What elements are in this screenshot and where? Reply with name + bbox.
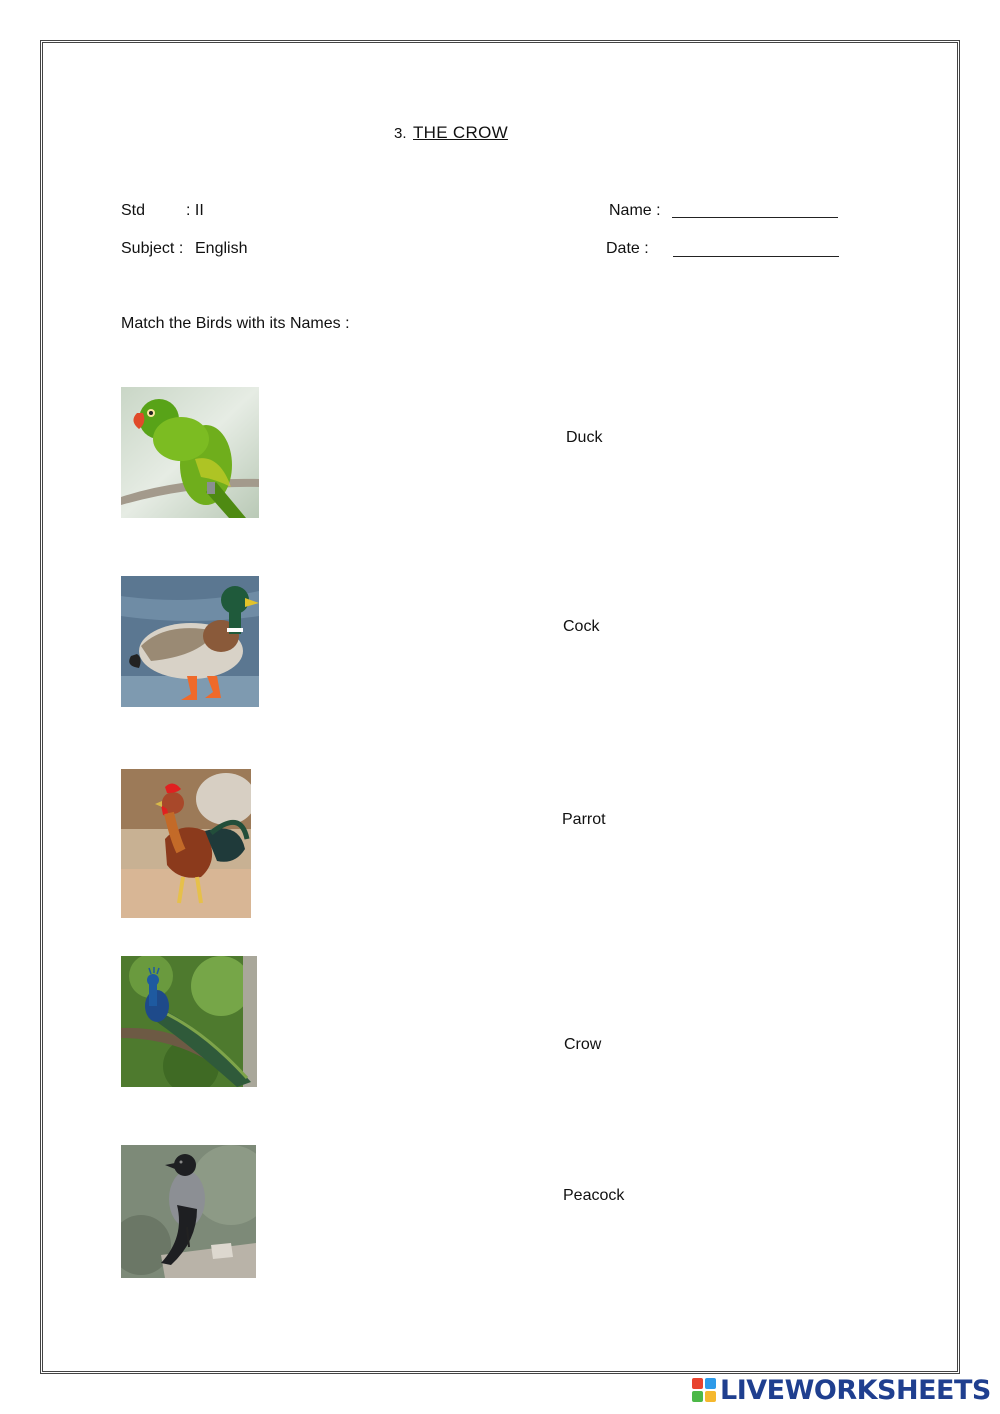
bird-name-label: Crow bbox=[564, 1036, 602, 1053]
bird-name-label: Parrot bbox=[562, 811, 606, 828]
bird-name-label: Peacock bbox=[563, 1187, 625, 1204]
instruction-text: Match the Birds with its Names : bbox=[121, 315, 350, 332]
title-number: 3. bbox=[394, 125, 407, 142]
duck-picture[interactable] bbox=[121, 576, 259, 707]
worksheet-title: THE CROW bbox=[413, 123, 508, 142]
subject-label: Subject : bbox=[121, 240, 184, 257]
crow-picture[interactable] bbox=[121, 1145, 256, 1278]
peacock-picture[interactable] bbox=[121, 956, 257, 1087]
date-blank-line[interactable] bbox=[673, 256, 839, 257]
std-label: Std bbox=[121, 202, 146, 219]
bird-name-label: Duck bbox=[566, 429, 603, 446]
date-label: Date : bbox=[606, 240, 649, 257]
liveworksheets-logo bbox=[692, 1375, 991, 1405]
crow-illustration bbox=[121, 1145, 256, 1278]
subject-value: English bbox=[195, 240, 248, 257]
duck-illustration bbox=[121, 576, 259, 707]
std-value: : II bbox=[186, 202, 204, 219]
parrot-picture[interactable] bbox=[121, 387, 259, 518]
peacock-illustration bbox=[121, 956, 257, 1087]
parrot-illustration bbox=[121, 387, 259, 518]
brand-name: LIVEWORKSHEETS bbox=[720, 1374, 991, 1406]
cock-picture[interactable] bbox=[121, 769, 251, 918]
name-label: Name : bbox=[609, 202, 661, 219]
name-blank-line[interactable] bbox=[672, 217, 838, 218]
cock-illustration bbox=[121, 769, 251, 918]
logo-mark-icon bbox=[692, 1378, 716, 1402]
bird-name-label: Cock bbox=[563, 618, 600, 635]
